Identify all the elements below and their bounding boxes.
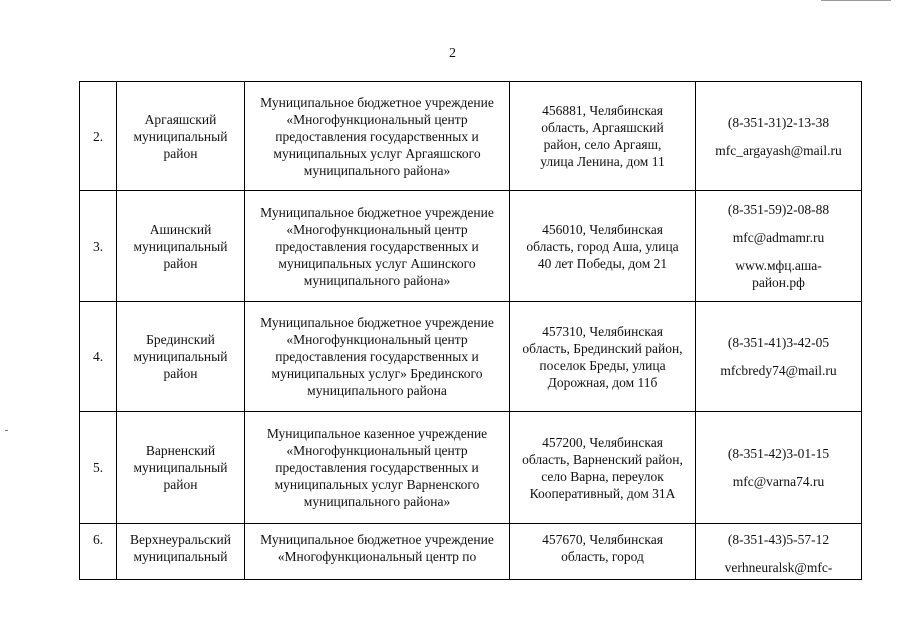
- email-address: mfc_argayash@mail.ru: [715, 142, 842, 158]
- table-row: [80, 82, 862, 191]
- district-line: Варненский: [145, 443, 216, 458]
- email-address: mfc@admamr.ru: [732, 230, 825, 245]
- organization-line: «Многофункциональный центр: [286, 111, 468, 127]
- district-cell: [117, 524, 245, 580]
- email-address: mfc@varna74.ru: [732, 474, 825, 489]
- scan-edge-mark: [821, 0, 891, 1]
- address-line: район, село Аргаяш,: [543, 137, 662, 152]
- page-number: 2: [449, 46, 456, 61]
- organization-line: «Многофункциональный центр: [286, 332, 468, 347]
- organization-line: муниципальных услуг Варненского: [274, 477, 480, 492]
- email-address: mfcbredy74@mail.ru: [720, 363, 837, 378]
- phone-number: (8-351-31)2-13-38: [727, 114, 830, 130]
- row-number: 6.: [80, 524, 117, 580]
- district-cell: [117, 82, 245, 191]
- district-line: район: [163, 145, 198, 161]
- district-line: Аргаяшский: [144, 111, 217, 127]
- address-cell: [510, 82, 696, 191]
- phone-number: (8-351-59)2-08-88: [727, 202, 830, 217]
- address-cell: [510, 524, 696, 580]
- district-line: район: [163, 366, 198, 381]
- address-line: область, Варненский район,: [522, 451, 683, 467]
- address-line: поселок Бреды, улица: [539, 357, 666, 373]
- address-line: Кооперативный, дом 31А: [529, 485, 676, 501]
- organization-line: Муниципальное бюджетное учреждение: [260, 204, 494, 220]
- phone-number: (8-351-42)3-01-15: [727, 446, 830, 461]
- table-row: [80, 412, 862, 524]
- scan-edge-mark: [5, 430, 8, 431]
- row-number: 4.: [80, 302, 117, 412]
- organization-line: муниципального района»: [303, 162, 451, 178]
- district-cell: [117, 191, 245, 302]
- address-line: улица Ленина, дом 11: [540, 154, 665, 169]
- row-number: 3.: [80, 191, 117, 302]
- row-number: 5.: [80, 412, 117, 524]
- row-number: 2.: [80, 82, 117, 191]
- organization-line: «Многофункциональный центр по: [277, 549, 477, 564]
- organization-line: Муниципальное бюджетное учреждение: [260, 315, 494, 330]
- address-cell: [510, 191, 696, 302]
- table-row: [80, 302, 862, 412]
- organization-line: муниципальных услуг Ашинского: [278, 255, 476, 271]
- address-cell: [510, 302, 696, 412]
- address-line: область, Брединский район,: [522, 340, 683, 356]
- address-line: область, город Аша, улица: [526, 238, 679, 254]
- address-line: Дорожная, дом 11б: [547, 374, 658, 390]
- organization-cell: [245, 412, 510, 524]
- address-line: 457310, Челябинская: [542, 323, 663, 339]
- phone-number: (8-351-41)3-42-05: [727, 335, 830, 350]
- district-line: Верхнеуральский: [130, 532, 231, 547]
- district-cell: [117, 412, 245, 524]
- address-line: 456881, Челябинская: [542, 103, 663, 118]
- email-address: verhneuralsk@mfc-: [724, 560, 833, 575]
- website-address: район.рф: [752, 275, 805, 290]
- district-line: муниципальный: [133, 128, 228, 144]
- organization-line: «Многофункциональный центр: [286, 221, 468, 237]
- district-line: район: [163, 255, 198, 271]
- district-line: Ашинский: [149, 221, 212, 237]
- district-line: муниципальный: [133, 238, 228, 254]
- district-line: район: [163, 477, 198, 492]
- address-line: 457670, Челябинская: [542, 532, 663, 547]
- contact-cell: [696, 302, 862, 412]
- phone-number: (8-351-43)5-57-12: [727, 532, 830, 547]
- address-line: 40 лет Победы, дом 21: [537, 255, 668, 271]
- organization-line: Муниципальное бюджетное учреждение: [260, 94, 494, 110]
- address-line: область, город: [561, 549, 644, 564]
- organization-line: муниципального района»: [303, 272, 451, 288]
- organization-cell: [245, 82, 510, 191]
- organization-line: муниципальных услуг» Брединского: [271, 366, 483, 381]
- organization-cell: [245, 191, 510, 302]
- organization-line: предоставления государственных и: [275, 349, 479, 364]
- address-line: 457200, Челябинская: [542, 434, 663, 450]
- organization-line: предоставления государственных и: [275, 238, 479, 254]
- organization-line: Муниципальное бюджетное учреждение: [260, 532, 494, 547]
- organization-line: муниципальных услуг Аргаяшского: [273, 145, 481, 161]
- district-cell: [117, 302, 245, 412]
- contact-cell: [696, 82, 862, 191]
- contact-cell: [696, 412, 862, 524]
- mfc-registry-table: [79, 81, 862, 580]
- address-cell: [510, 412, 696, 524]
- website-address: www.мфц.аша-: [735, 258, 822, 273]
- organization-line: муниципального района: [307, 383, 447, 398]
- organization-line: предоставления государственных и: [275, 128, 479, 144]
- organization-cell: [245, 524, 510, 580]
- contact-cell: [696, 524, 862, 580]
- district-line: муниципальный: [133, 460, 228, 475]
- district-line: Брединский: [146, 332, 215, 347]
- organization-line: муниципального района»: [303, 494, 451, 509]
- table-row: [80, 191, 862, 302]
- contact-cell: [696, 191, 862, 302]
- address-line: 456010, Челябинская: [542, 221, 663, 237]
- table-row: [80, 524, 862, 580]
- address-line: область, Аргаяшский: [541, 120, 664, 135]
- organization-line: «Многофункциональный центр: [286, 443, 468, 458]
- organization-line: предоставления государственных и: [275, 460, 479, 475]
- organization-line: Муниципальное казенное учреждение: [266, 426, 488, 441]
- district-line: муниципальный: [133, 549, 228, 564]
- address-line: село Варна, переулок: [541, 468, 664, 484]
- organization-cell: [245, 302, 510, 412]
- district-line: муниципальный: [133, 349, 228, 364]
